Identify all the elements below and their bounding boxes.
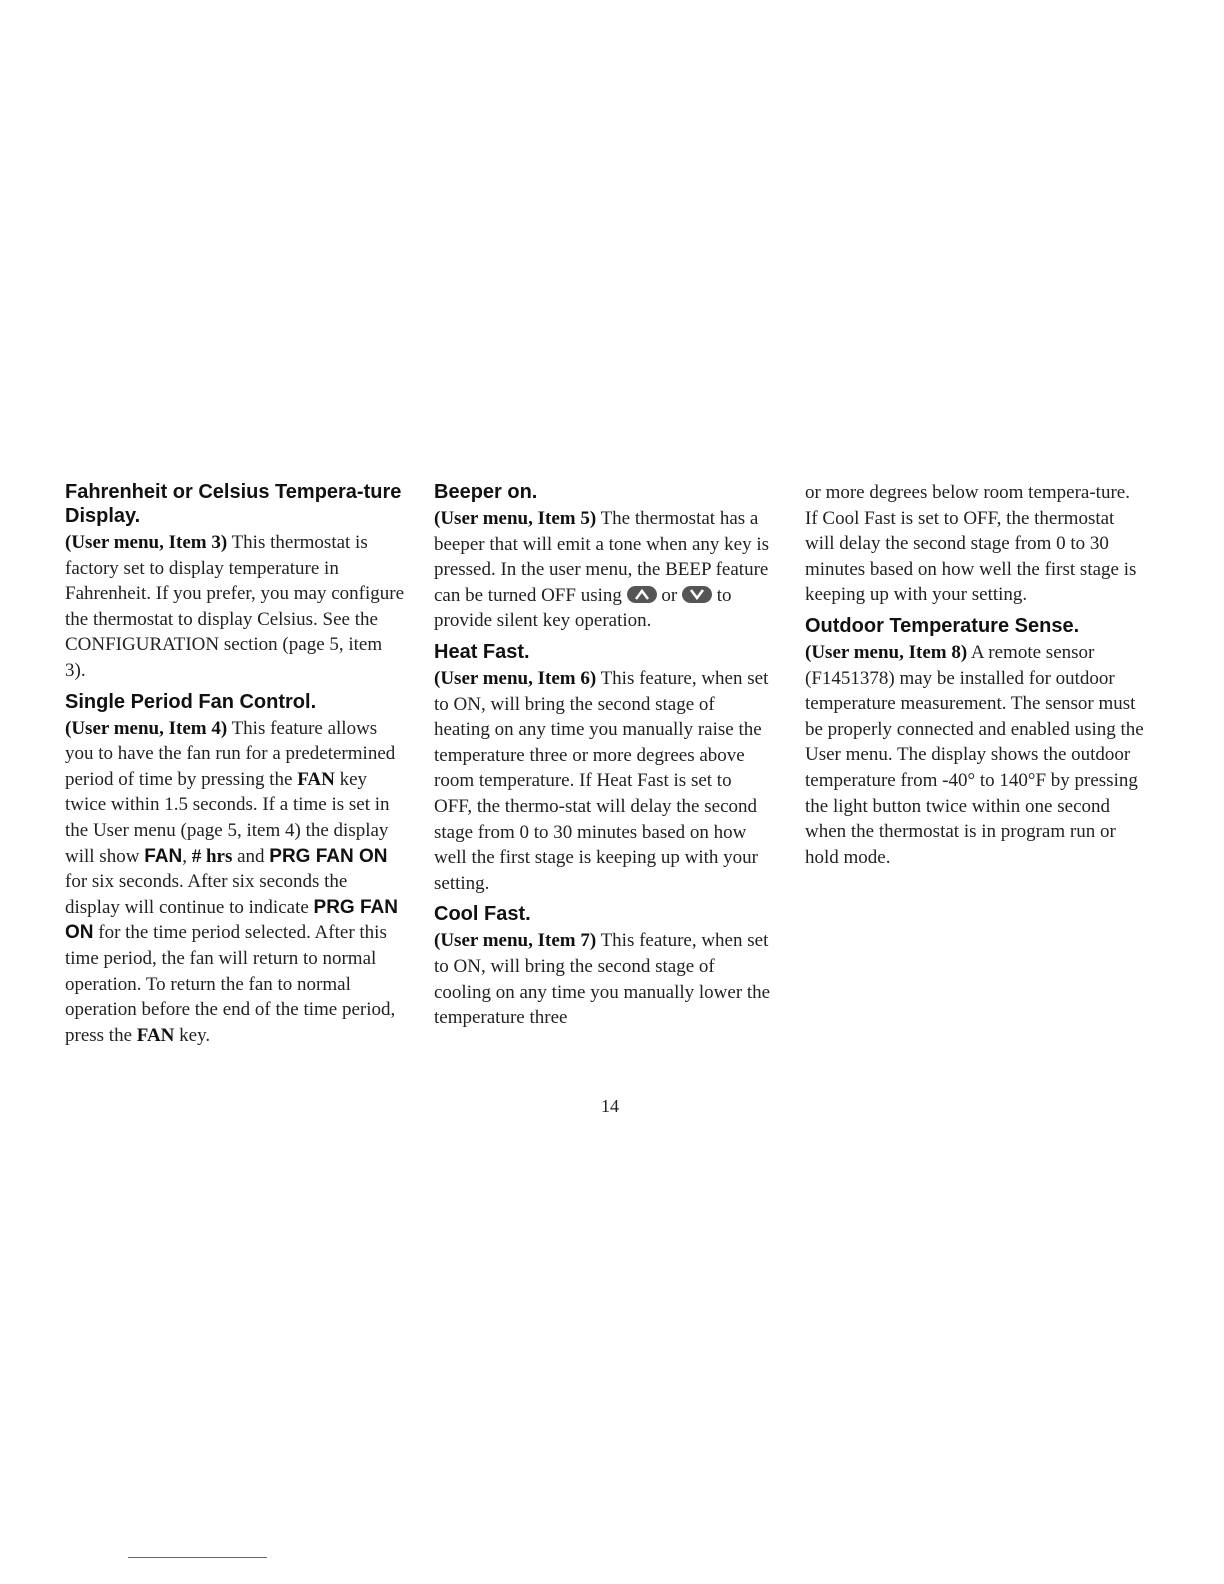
footer-rule	[128, 1557, 267, 1558]
body-text: This thermostat is factory set to display temperature in Fahrenheit. If you prefer, you may configure the thermostat to display Celsius. See the CONFIGURATION section (page 5, item 3).	[65, 532, 405, 681]
user-menu-item-label: (User menu, Item 7)	[434, 930, 597, 952]
section-body-heat-fast	[434, 666, 774, 896]
body-text: ,	[182, 845, 192, 867]
body-text: This feature, when set to ON, will bring the second stage of heating on any time you manually raise the temperature three or more degrees above room temperature. If Heat Fast is set to OFF, the thermo-stat will delay the second stage from 0 to 30 minutes based on how well the first stage is keeping up with your setting.	[434, 667, 769, 894]
section-heading-fan-control: Single Period Fan Control.	[65, 690, 317, 713]
body-text: A remote sensor (F1451378) may be installed for outdoor temperature measurement. The sensor must be properly connected and enabled using the User menu. The display shows the outdoor temperature from -40° to 140°F by pressing the light button twice within one second when the thermostat is in program run or hold mode.	[805, 641, 1144, 868]
body-text: for six seconds. After six seconds the display will continue to indicate	[65, 871, 348, 918]
section-body-fahrenheit-celsius	[65, 530, 405, 684]
section-body-cool-fast	[434, 928, 774, 1030]
section-body-outdoor-temperature	[805, 640, 1145, 870]
body-text: The thermostat has a beeper that will emit a tone when any key is pressed. In the user menu, the BEEP feature can be turned OFF using	[434, 508, 770, 606]
body-text: This feature allows you to have the fan run for a predetermined period of time by pressing the	[65, 717, 396, 790]
section-heading-cool-fast: Cool Fast.	[434, 903, 531, 926]
page-number: 14	[601, 1096, 619, 1116]
column-middle	[434, 480, 774, 1037]
body-text: to provide silent key operation.	[434, 584, 732, 632]
user-menu-item-label: (User menu, Item 8)	[805, 641, 968, 663]
display-term-prg-fan-on: PRG FAN ON	[269, 845, 388, 867]
fan-key-term: FAN	[297, 768, 335, 790]
section-body-beeper	[434, 506, 774, 634]
display-term-hrs: # hrs	[191, 845, 233, 867]
user-menu-item-label: (User menu, Item 5)	[434, 508, 597, 529]
user-menu-item-label: (User menu, Item 3)	[65, 532, 228, 553]
section-heading-heat-fast: Heat Fast.	[434, 640, 530, 663]
column-right	[805, 480, 1145, 876]
body-text: and	[232, 845, 270, 867]
section-heading-beeper: Beeper on.	[434, 481, 538, 503]
down-arrow-key-icon	[682, 586, 712, 603]
body-text: key twice within 1.5 seconds. If a time is set in the User menu (page 5, item 4) the display will show	[65, 768, 390, 867]
up-arrow-key-icon	[627, 586, 657, 603]
display-term-prg-fan-on: PRG FAN ON	[65, 896, 398, 944]
section-heading-fahrenheit-celsius: Fahrenheit or Celsius Tempera-ture Display.	[65, 481, 402, 527]
display-term-fan: FAN	[144, 845, 183, 867]
column-left	[65, 480, 405, 1054]
section-body-fan-control	[65, 716, 405, 1049]
body-text: This feature, when set to ON, will bring the second stage of cooling on any time you manually lower the temperature three	[434, 930, 771, 1029]
cool-fast-continuation: or more degrees below room tempera-ture. If Cool Fast is set to OFF, the thermostat will delay the second stage from 0 to 30 minutes based on how well the first stage is keeping up with your setting.	[805, 482, 1137, 606]
body-text: or	[656, 584, 682, 606]
user-menu-item-label: (User menu, Item 6)	[434, 667, 597, 689]
body-text: for the time period selected. After this time period, the fan will return to normal operation. To return the fan to normal operation before the end of the time period, press the	[65, 922, 396, 1046]
fan-key-term: FAN	[136, 1024, 175, 1046]
section-heading-outdoor-temperature: Outdoor Temperature Sense.	[805, 614, 1080, 637]
body-text: key.	[174, 1024, 211, 1046]
user-menu-item-label: (User menu, Item 4)	[65, 717, 228, 739]
